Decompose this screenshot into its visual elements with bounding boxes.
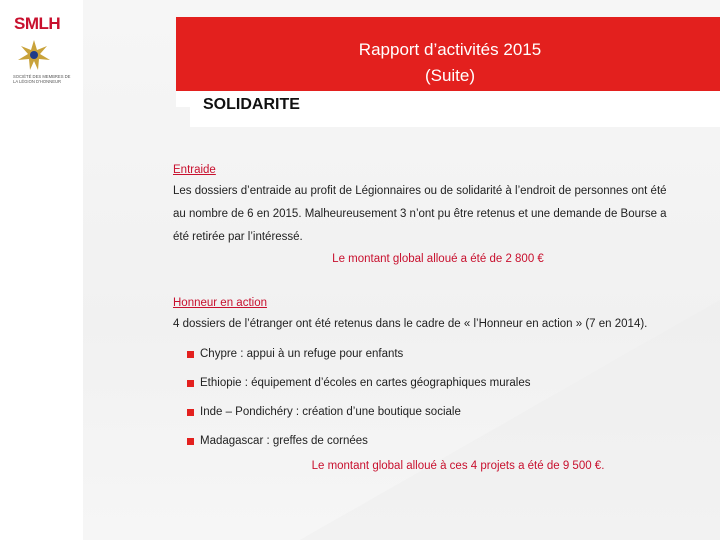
bullet-square-icon — [187, 438, 194, 445]
honneur-amount: Le montant global alloué à ces 4 projets a été de 9 500 €. — [311, 460, 605, 472]
honneur-heading: Honneur en action — [173, 297, 267, 309]
bullet-square-icon — [187, 380, 194, 387]
title-line-2: (Suite) — [424, 66, 476, 85]
entraide-amount: Le montant global alloué a été de 2 800 € — [332, 253, 544, 265]
list-item-text: Inde – Pondichéry : création d’une boutique sociale — [200, 406, 461, 418]
project-list — [187, 340, 703, 456]
title-tab — [176, 91, 190, 107]
legion-star-icon — [12, 38, 56, 72]
list-item — [187, 398, 703, 427]
entraide-line-1: Les dossiers d’entraide au profit de Légionnaires ou de solidarité à l’endroit de personnes ont été — [173, 185, 667, 197]
list-item-text: Madagascar : greffes de cornées — [200, 435, 368, 447]
title-line-1: Rapport d’activités 2015 — [358, 40, 542, 59]
list-item — [187, 369, 703, 398]
page-title — [300, 37, 600, 89]
list-item — [187, 340, 703, 369]
entraide-line-3: été retirée par l’intéressé. — [173, 231, 303, 243]
bullet-square-icon — [187, 351, 194, 358]
section-title: SOLIDARITE — [203, 96, 300, 113]
bullet-square-icon — [187, 409, 194, 416]
logo-acronym: SMLH — [14, 14, 61, 33]
honneur-intro: 4 dossiers de l’étranger ont été retenus dans le cadre de « l’Honneur en action » (7 en 2014). — [173, 318, 648, 330]
list-item-text: Ethiopie : équipement d’écoles en cartes géographiques murales — [200, 377, 531, 389]
content-area — [173, 160, 703, 476]
list-item-text: Chypre : appui à un refuge pour enfants — [200, 348, 404, 360]
entraide-line-2: au nombre de 6 en 2015. Malheureusement 3 n’ont pu être retenus et une demande de Bourse a — [173, 208, 667, 220]
entraide-heading: Entraide — [173, 164, 216, 176]
logo-caption: SOCIÉTÉ DES MEMBRES DE LA LÉGION D'HONNEUR — [13, 74, 71, 84]
list-item — [187, 427, 703, 456]
